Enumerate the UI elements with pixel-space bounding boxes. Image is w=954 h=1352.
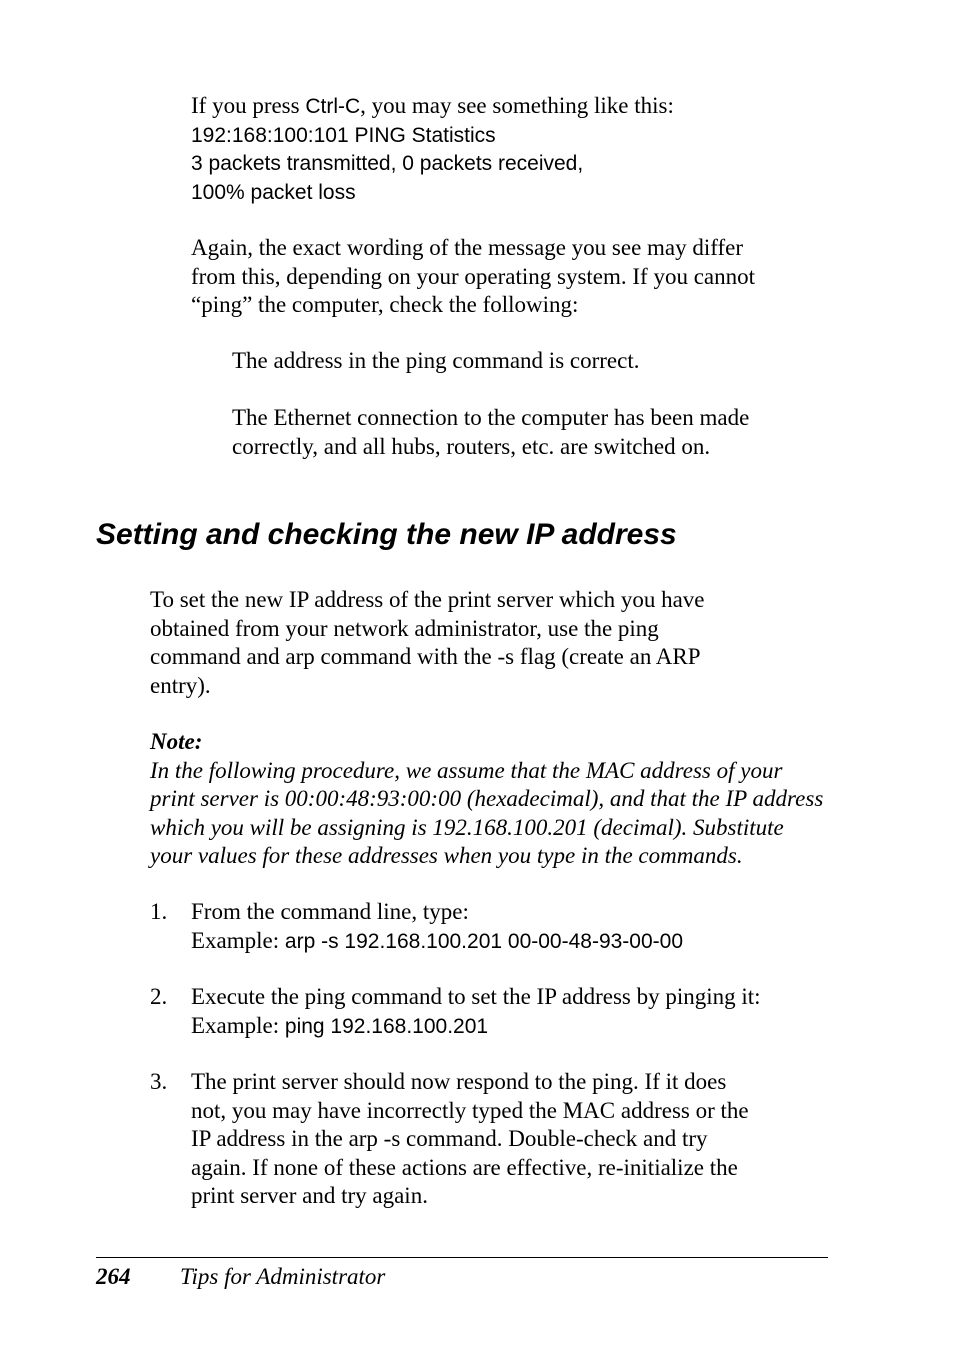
intro-line: entry). [150,672,211,698]
example-label: Example: [191,1012,285,1038]
step-number: 3. [150,1069,168,1094]
step-number: 1. [150,899,168,924]
again-line: Again, the exact wording of the message you see may differ [191,235,744,260]
ping-output-line: 192:168:100:101 PING Statistics [191,123,496,147]
again-paragraph [191,234,755,320]
step-line: print server and try again. [191,1183,428,1209]
ping-block [191,92,674,207]
step-text: Execute the ping command to set the IP address by pinging it: [191,984,761,1009]
ping-output-line: 100% packet loss [191,180,356,204]
step-line: not, you may have incorrectly typed the MAC address or the [191,1097,749,1123]
check-item-ethernet [232,404,749,461]
example-label: Example: [191,927,285,953]
example-command: ping 192.168.100.201 [284,1014,489,1038]
note-label: Note: [150,729,203,754]
step-line: IP address in the arp -s command. Double-check and try [191,1126,708,1152]
check-line: correctly, and all hubs, routers, etc. are switched on. [232,433,711,459]
intro-line: obtained from your network administrator, use the ping [150,615,659,641]
footer-rule [96,1257,828,1258]
check-line: The Ethernet connection to the computer has been made [232,405,750,430]
section-intro [150,586,705,700]
ping-intro-line [191,92,674,122]
note-line: your values for these addresses when you type in the commands. [150,843,743,869]
again-line: “ping” the computer, check the following: [191,292,579,318]
note-line: In the following procedure, we assume that the MAC address of your [150,757,783,783]
step-text: From the command line, type: [191,899,469,924]
ping-output-line: 3 packets transmitted, 0 packets received, [191,152,584,176]
again-line: from this, depending on your operating system. If you cannot [191,263,756,289]
ping-intro-prefix: If you press [191,93,306,118]
note-line: which you will be assigning is 192.168.100.201 (decimal). Substitute [150,814,784,840]
ping-intro-suffix: , you may see something like this: [360,93,674,118]
step-2 [150,983,850,1041]
note-block [150,728,823,871]
step-number: 2. [150,984,168,1009]
check-item-address [232,347,640,376]
step-example [191,1012,850,1042]
ping-intro-key: Ctrl-C [305,95,361,118]
footer [96,1263,386,1292]
intro-line: command and arp command with the -s flag (create an ARP [150,644,701,670]
step-1 [150,898,840,956]
example-command: arp -s 192.168.100.201 00-00-48-93-00-00 [284,929,684,953]
page-number: 264 [96,1264,131,1289]
intro-line: To set the new IP address of the print server which you have [150,587,705,612]
step-line: again. If none of these actions are effective, re-initialize the [191,1154,738,1180]
footer-section-title: Tips for Administrator [180,1264,386,1289]
section-heading: Setting and checking the new IP address [96,518,677,551]
note-line: print server is 00:00:48:93:00:00 (hexadecimal), and that the IP address [150,786,824,812]
step-example [191,927,840,957]
check-line: The address in the ping command is correct. [232,348,640,373]
step-3 [150,1068,840,1211]
step-line: The print server should now respond to the ping. If it does [191,1069,727,1094]
